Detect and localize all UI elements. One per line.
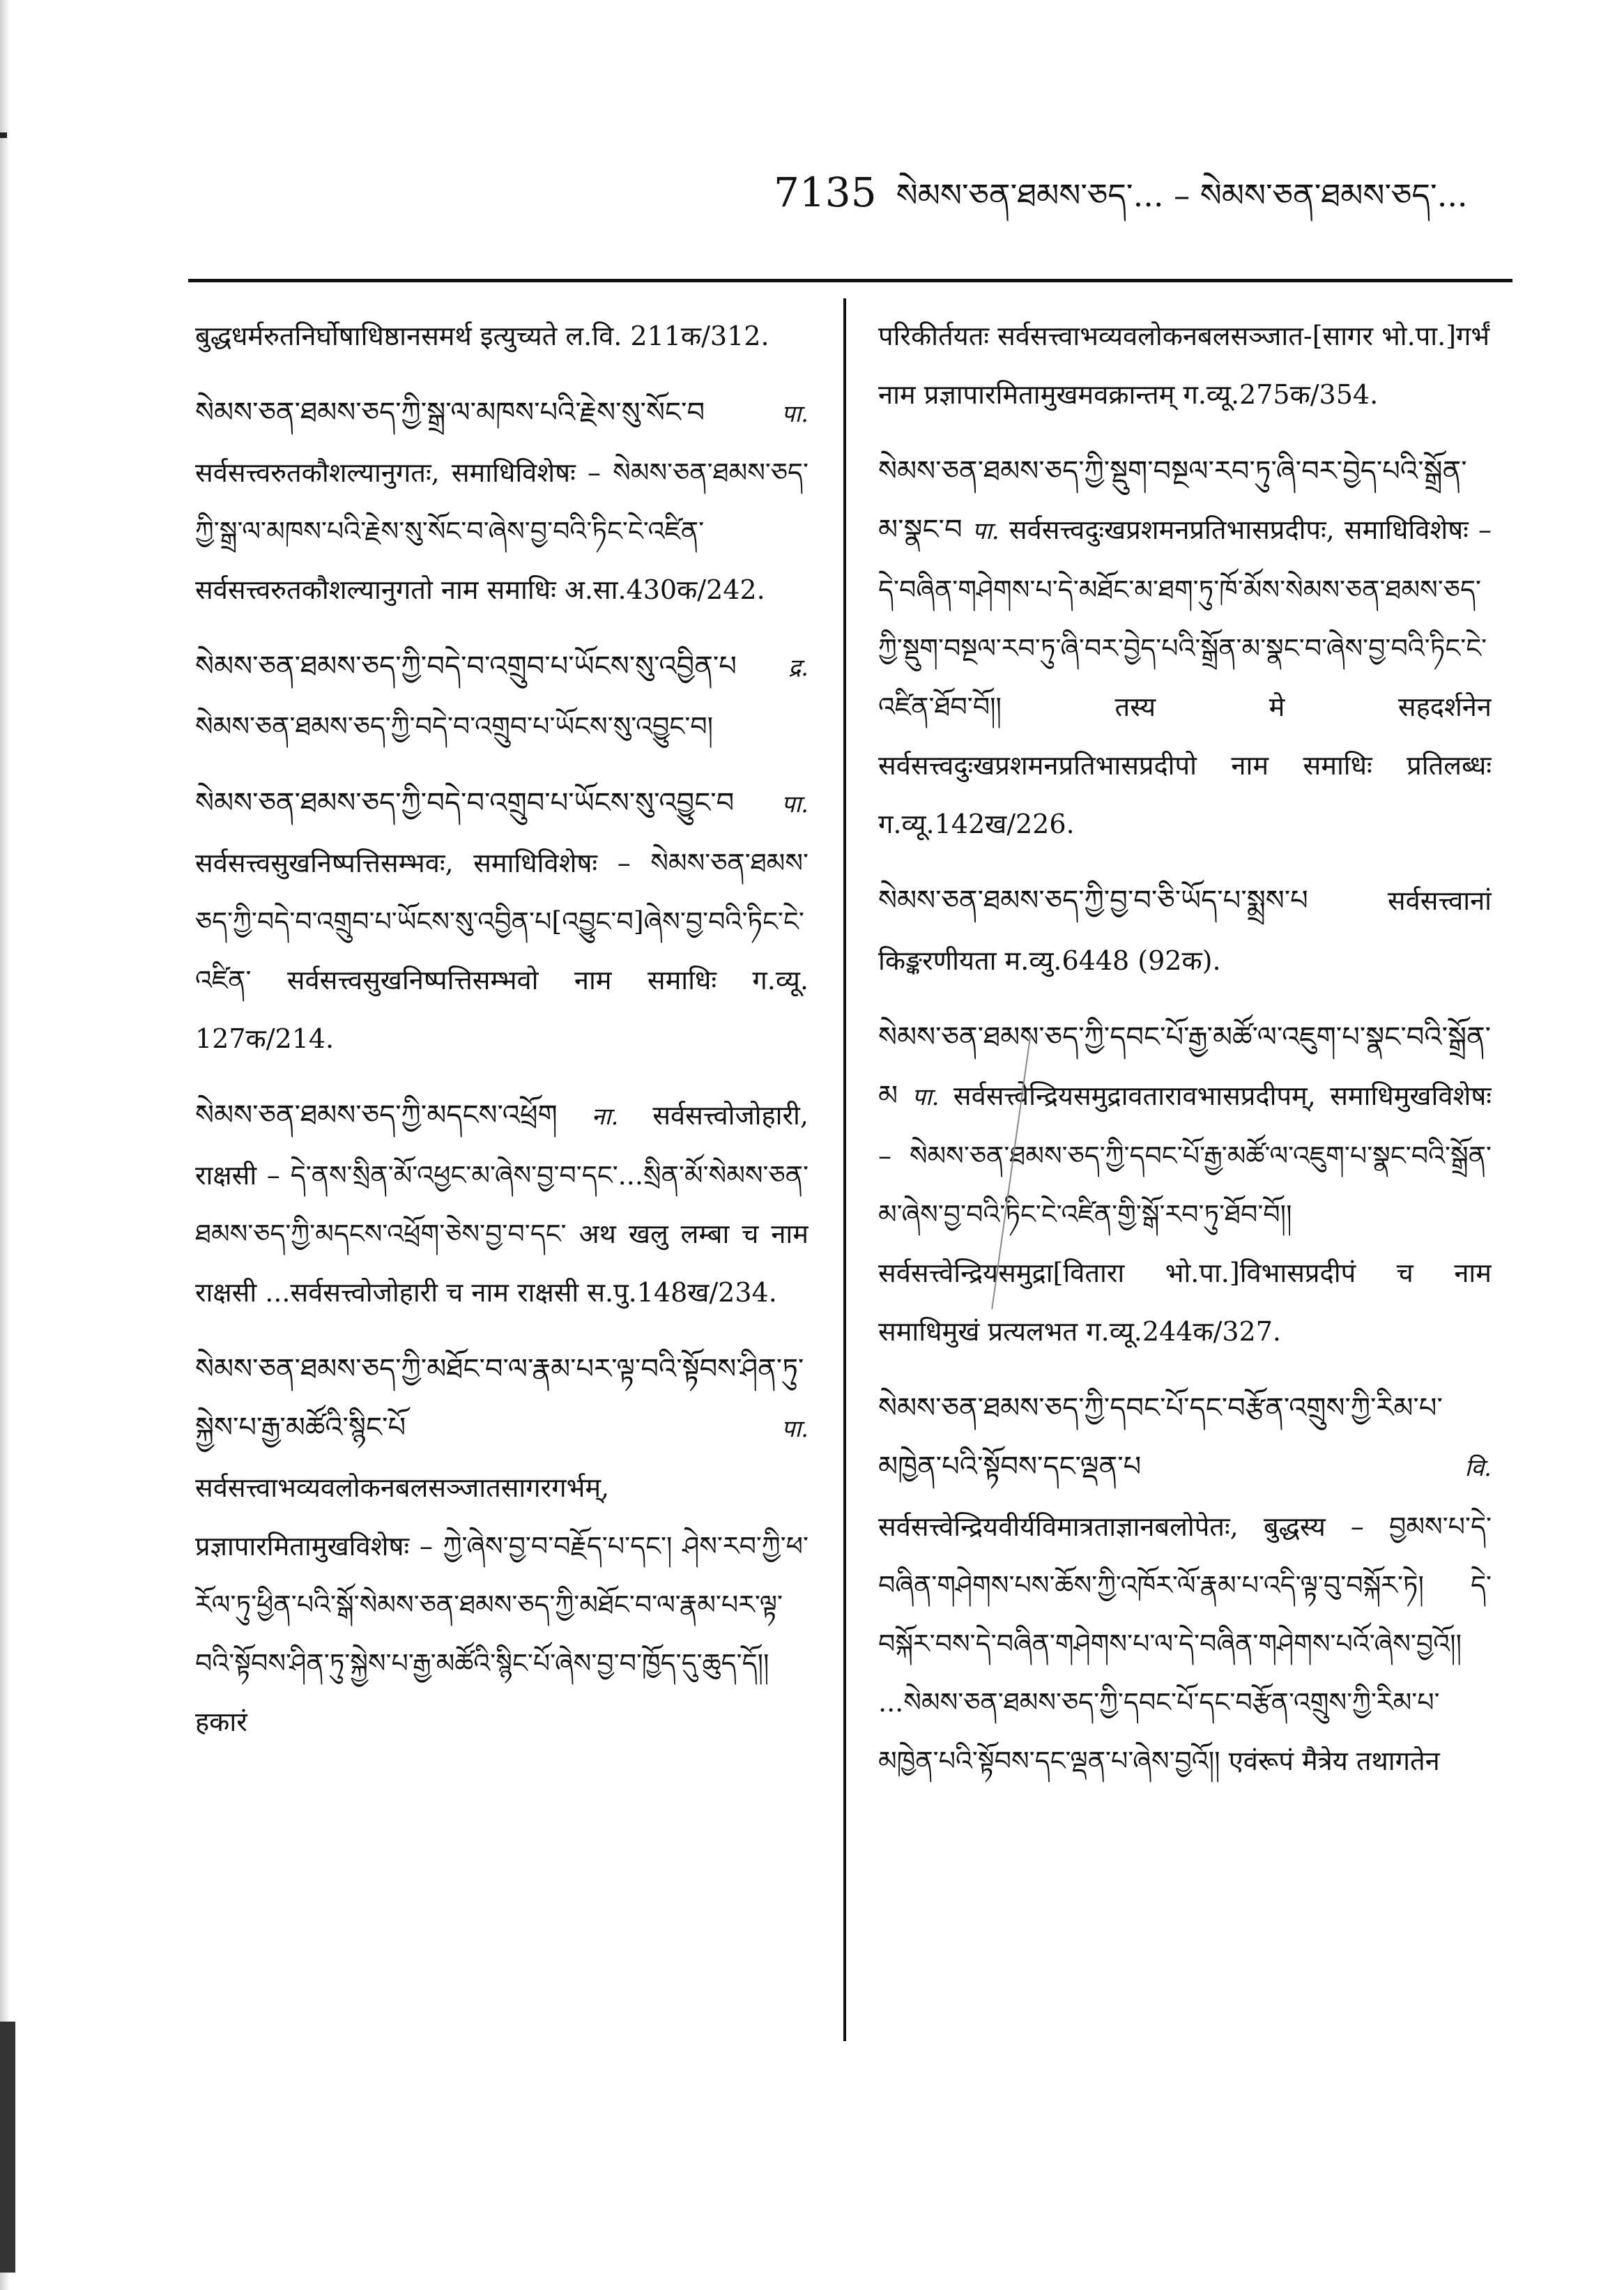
dictionary-entry	[878, 871, 1492, 990]
header-rule	[188, 279, 1512, 282]
entry-headword: སེམས་ཅན་ཐམས་ཅད་ཀྱི་བྱ་བ་ཅི་ཡོད་པ་སྨྲས་པ	[878, 885, 1308, 917]
scan-edge-mark	[0, 2022, 15, 2273]
continuation-text: बुद्धधर्मरुतनिर्घोषाधिष्ठानसमर्थ इत्युच्यते ल.वि. 211क/312.	[195, 321, 769, 351]
entry-grammar-label: द्र.	[788, 654, 809, 682]
entry-headword: སེམས་ཅན་ཐམས་ཅད་ཀྱི་བདེ་བ་འགྲུབ་པ་ཡོངས་སུ་འབྱིན་པ	[195, 650, 737, 682]
entry-grammar-label: पा.	[912, 1083, 940, 1111]
entry-body: सर्वसत्त्वेन्द्रियवीर्यविमात्रताज्ञानबलोपेतः, बुद्धस्य – བྱམས་པ་དེ་བཞིན་གཤེགས་པས་ཆོས་ཀྱི་འཁོར་ལོ་རྣམ་པ་འདི་ལྟ་བུ་བསྐོར་ཏེ། དེ་བསྐོར་བས་དེ་བཞིན་གཤེགས་པ་ལ་དེ་བཞིན་གཤེགས་པའོ་ཞེས་བྱའོ།། ...སེམས་ཅན་ཐམས་ཅད་ཀྱི་དབང་པོ་དང་བརྩོན་འགྲུས་ཀྱི་རིམ་པ་མཁྱེན་པའི་སྟོབས་དང་ལྡན་པ་ཞེས་བྱའོ།། एवंरूपं मैत्रेय तथागतेन	[878, 1511, 1492, 1776]
continuation-text: परिकीर्तयतः सर्वसत्त्वाभव्यवलोकनबलसञ्जात-[सागर भो.पा.]गर्भं नाम प्रज्ञापारमितामुखमवक्रान्तम् ग.व्यू.275क/354.	[878, 321, 1490, 410]
entry-body: སེམས་ཅན་ཐམས་ཅད་ཀྱི་བདེ་བ་འགྲུབ་པ་ཡོངས་སུ་འབྱུང་བ།	[195, 711, 714, 742]
right-column	[878, 307, 1492, 2189]
dictionary-entry	[195, 1086, 809, 1322]
entry-headword: སེམས་ཅན་ཐམས་ཅད་ཀྱི་མདངས་འཕྲོག	[195, 1099, 558, 1131]
entry-headword: སེམས་ཅན་ཐམས་ཅད་ཀྱི་མཐོང་བ་ལ་རྣམ་པར་ལྟ་བའི་སྟོབས་ཤིན་ཏུ་སྐྱེས་པ་རྒྱ་མཚོའི་སྙིང་པོ	[195, 1353, 804, 1444]
entry-grammar-label: पा.	[781, 1415, 809, 1443]
entry-body: सर्वसत्त्वोजोहारी, राक्षसी – དེ་ནས་སྲིན་མོ་འཕྱང་མ་ཞེས་བྱ་བ་དང་...སྲིན་མོ་སེམས་ཅན་ཐམས་ཅད་ཀྱི་མདངས་འཕྲོག་ཅེས་བྱ་བ་དང་ अथ खलु लम्बा च नाम राक्षसी ...सर्वसत्त्वोजोहारी च नाम राक्षसी स.पु.148ख/234.	[195, 1100, 809, 1308]
entry-body: सर्वसत्त्वदुःखप्रशमनप्रतिभासप्रदीपः, समाधिविशेषः – དེ་བཞིན་གཤེགས་པ་དེ་མཐོང་མ་ཐག་ཏུ་ཁོ་མོས་སེམས་ཅན་ཐམས་ཅད་ཀྱི་སྡུག་བསྔལ་རབ་ཏུ་ཞི་བར་བྱེད་པའི་སྒྲོན་མ་སྣང་བ་ཞེས་བྱ་བའི་ཏིང་ངེ་འཛིན་ཐོབ་བོ།། तस्य मे सहदर्शनेन सर्वसत्त्वदुःखप्रशमनप्रतिभासप्रदीपो नाम समाधिः प्रतिलब्धः ग.व्यू.142ख/226.	[878, 514, 1492, 839]
dictionary-entry	[878, 1008, 1492, 1361]
running-head: སེམས་ཅན་ཐམས་ཅད་... – སེམས་ཅན་ཐམས་ཅད་...	[896, 176, 1468, 214]
entry-grammar-label: वि.	[1464, 1454, 1492, 1482]
entry-headword: སེམས་ཅན་ཐམས་ཅད་ཀྱི་སྒྲ་ལ་མཁས་པའི་རྗེས་སུ་སོང་བ	[195, 397, 705, 429]
dictionary-entry	[195, 774, 809, 1068]
entry-headword: སེམས་ཅན་ཐམས་ཅད་ཀྱི་དབང་པོ་རྒྱ་མཚོ་ལ་འཇུག་པ་སྣང་བའི་སྒྲོན་མ	[878, 1021, 1492, 1112]
entry-body: सर्वसत्त्वेन्द्रियसमुद्रावतारावभासप्रदीपम्, समाधिमुखविशेषः – སེམས་ཅན་ཐམས་ཅད་ཀྱི་དབང་པོ་རྒྱ་མཚོ་ལ་འཇུག་པ་སྣང་བའི་སྒྲོན་མ་ཞེས་བྱ་བའི་ཏིང་ངེ་འཛིན་གྱི་སྒོ་རབ་ཏུ་ཐོབ་བོ།། सर्वसत्त्वेन्द्रियसमुद्रा[वितारा भो.पा.]विभासप्रदीपं च नाम समाधिमुखं प्रत्यलभत ग.व्यू.244क/327.	[878, 1081, 1492, 1347]
column-divider	[843, 298, 846, 2041]
left-column	[195, 307, 809, 2189]
entry-body: सर्वसत्त्वरुतकौशल्यानुगतः, समाधिविशेषः – སེམས་ཅན་ཐམས་ཅད་ཀྱི་སྒྲ་ལ་མཁས་པའི་རྗེས་སུ་སོང་བ་ཞེས་བྱ་བའི་ཏིང་ངེ་འཛིན་ सर्वसत्त्वरुतकौशल्यानुगतो नाम समाधिः अ.सा.430क/242.	[195, 457, 809, 605]
entry-body: सर्वसत्त्वानां किङ्करणीयता म.व्यु.6448 (92क).	[878, 885, 1492, 976]
dictionary-entry	[878, 1379, 1492, 1790]
entry-headword: སེམས་ཅན་ཐམས་ཅད་ཀྱི་དབང་པོ་དང་བརྩོན་འགྲུས་ཀྱི་རིམ་པ་མཁྱེན་པའི་སྟོབས་དང་ལྡན་པ	[878, 1392, 1443, 1483]
dictionary-entry	[195, 1340, 809, 1751]
dictionary-entry	[195, 637, 809, 756]
page-header	[774, 160, 1506, 223]
entry-headword: སེམས་ཅན་ཐམས་ཅད་ཀྱི་སྡུག་བསྔལ་རབ་ཏུ་ཞི་བར་བྱེད་པའི་སྒྲོན་མ་སྣང་བ	[878, 455, 1467, 546]
entry-grammar-label: पा.	[781, 791, 809, 818]
entry-grammar-label: ना.	[591, 1103, 619, 1131]
entry-grammar-label: पा.	[972, 517, 999, 545]
dictionary-entry	[195, 383, 809, 619]
scan-edge-mark	[0, 132, 7, 138]
entry-grammar-label: पा.	[781, 400, 809, 428]
dictionary-entry	[878, 442, 1492, 853]
entry-headword: སེམས་ཅན་ཐམས་ཅད་ཀྱི་བདེ་བ་འགྲུབ་པ་ཡོངས་སུ་འབྱུང་བ	[195, 787, 735, 819]
scan-edge	[0, 0, 10, 2290]
entry-body: सर्वसत्त्वाभव्यवलोकनबलसञ्जातसागरगर्भम्, प्रज्ञापारमितामुखविशेषः – ཀྱེ་ཞེས་བྱ་བ་བརྗོད་པ་དང་། ཤེས་རབ་ཀྱི་ཕ་རོལ་ཏུ་ཕྱིན་པའི་སྒོ་སེམས་ཅན་ཐམས་ཅད་ཀྱི་མཐོང་བ་ལ་རྣམ་པར་ལྟ་བའི་སྟོབས་ཤིན་ཏུ་སྐྱེས་པ་རྒྱ་མཚོའི་སྙིང་པོ་ཞེས་བྱ་བ་ཁྱོད་དུ་ཆུད་དོ།། हकारं	[195, 1472, 809, 1737]
page-number: 7135	[774, 169, 877, 216]
entry-body: सर्वसत्त्वसुखनिष्पत्तिसम्भवः, समाधिविशेषः – སེམས་ཅན་ཐམས་ཅད་ཀྱི་བདེ་བ་འགྲུབ་པ་ཡོངས་སུ་འབྱིན་པ[འབྱུང་བ]ཞེས་བྱ་བའི་ཏིང་ངེ་འཛིན་ सर्वसत्त्वसुखनिष्पत्तिसम्भवो नाम समाधिः ग.व्यू. 127क/214.	[195, 848, 809, 1054]
